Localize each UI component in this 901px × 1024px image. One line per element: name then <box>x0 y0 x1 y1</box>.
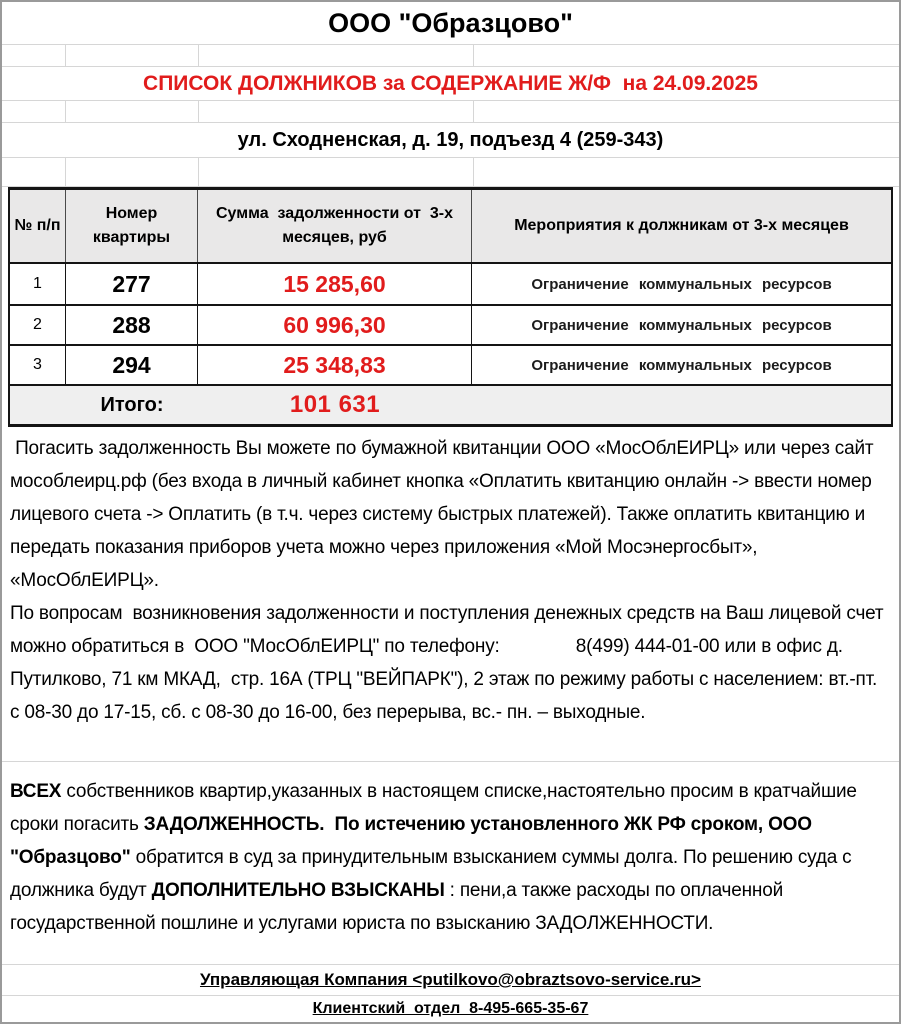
footer-phone-line <box>2 996 899 1022</box>
row-num-cell: 1 <box>10 264 66 304</box>
grid-spacer <box>2 101 899 123</box>
paragraph-payment-options: Погасить задолженность Вы можете по бумажной квитанции ООО «МосОблЕИРЦ» или через сайт мособлеирц.рф (без входа в личный кабинет кнопка «Оплатить квитанцию онлайн -> ввести номер лицевого счета -> Оплатить (в т.ч. через систему быстрых платежей). Также оплатить квитанцию и передать показания приборов учета можно через приложения «Мой Мосэнергосбыт», «МосОблЕИРЦ». <box>10 438 879 591</box>
list-title: СПИСОК ДОЛЖНИКОВ за СОДЕРЖАНИЕ Ж/Ф на 24.09.2025 <box>2 67 899 101</box>
total-value: 101 631 <box>289 391 381 418</box>
footer-client-dept-phone-link[interactable]: Клиентский отдел 8-495-665-35-67 <box>312 1000 589 1017</box>
table-row <box>10 344 891 384</box>
footer-company-line <box>2 965 899 996</box>
col-header-debt: Сумма задолженности от 3-х месяцев, руб <box>198 190 472 262</box>
apartment-cell: 288 <box>66 306 198 344</box>
footer-company-email-link[interactable]: Управляющая Компания <putilkovo@obraztsovo-service.ru> <box>199 970 701 989</box>
total-row-empty-cell <box>472 386 891 424</box>
total-row-empty-cell <box>10 386 66 424</box>
apartment-cell: 277 <box>66 264 198 304</box>
debt-cell: 15 285,60 <box>198 264 472 304</box>
paragraph-contacts: По вопросам возникновения задолженности и поступления денежных средств на Ваш лицевой счет можно обратиться в ООО "МосОблЕИРЦ" по телефону: 8(499) 444-01-00 или в офис д. Путилково, 71 км МКАД, стр. 16А (ТРЦ "ВЕЙПАРК"), 2 этаж по режиму работы с населением: вт.-пт. с 08-30 до 17-15, сб. с 08-30 до 16-00, без перерыва, вс.- пн. – выходные. <box>10 603 889 723</box>
row-num-cell: 2 <box>10 306 66 344</box>
grid-spacer <box>2 158 899 187</box>
paragraph-warning: ВСЕХ собственников квартир,указанных в настоящем списке,настоятельно просим в кратчайшие сроки погасить ЗАДОЛЖЕННОСТЬ. По истечению установленного ЖК РФ сроком, ООО "Образцово" обратится в суд за принудительным взысканием суммы долга. По решению суда с должника будут ДОПОЛНИТЕЛЬНО ВЗЫСКАНЫ : пени,а также расходы по оплаченной государственной пошлине и услугами юриста по взысканию ЗАДОЛЖЕННОСТИ. <box>10 781 862 934</box>
col-header-num: № п/п <box>10 190 66 262</box>
debtors-table <box>8 187 893 427</box>
grid-spacer <box>2 45 899 67</box>
action-cell: Ограничение коммунальных ресурсов <box>531 356 832 374</box>
payment-info-text <box>2 427 899 762</box>
col-header-actions: Мероприятия к должникам от 3-х месяцев <box>514 217 849 234</box>
action-cell: Ограничение коммунальных ресурсов <box>531 316 832 334</box>
table-row <box>10 304 891 344</box>
table-row <box>10 264 891 304</box>
apartment-cell: 294 <box>66 346 198 384</box>
total-label: Итого: <box>100 393 164 416</box>
debt-cell: 60 996,30 <box>198 306 472 344</box>
row-num-cell: 3 <box>10 346 66 384</box>
debt-cell: 25 348,83 <box>198 346 472 384</box>
warning-text <box>2 762 899 965</box>
company-title: ООО "Образцово" <box>2 2 899 45</box>
table-header-row <box>10 190 891 264</box>
col-header-apartment: Номер квартиры <box>66 190 198 262</box>
address-line: ул. Сходненская, д. 19, подъезд 4 (259-343) <box>2 123 899 158</box>
total-row <box>10 384 891 424</box>
action-cell: Ограничение коммунальных ресурсов <box>531 275 832 293</box>
